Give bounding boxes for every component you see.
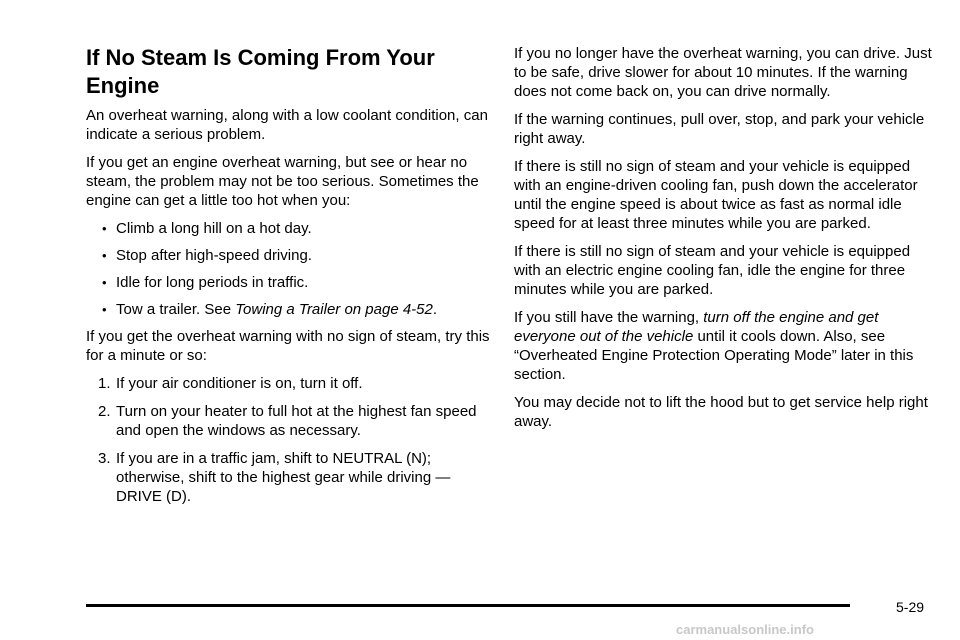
steps-list [86,374,496,506]
step-item: 1. If your air conditioner is on, turn it off. [98,375,363,392]
no-warning-paragraph: If you no longer have the overheat warning, you can drive. Just to be safe, drive slower for about 10 minutes. If the warning does not come back on, you can drive normally. [514,45,932,100]
overheat-paragraph: If you get an engine overheat warning, but see or hear no steam, the problem may not be too serious. Sometimes the engine can get a little too hot when you: [86,154,479,209]
electric-fan-paragraph: If there is still no sign of steam and your vehicle is equipped with an electric engine cooling fan, idle the engine for three minutes while you are parked. [514,243,911,298]
bullet-icon: • [102,248,107,263]
watermark: carmanualsonline.info [676,622,814,637]
no-steam-paragraph: If you get the overheat warning with no sign of steam, try this for a minute or so: [86,328,490,364]
service-paragraph: You may decide not to lift the hood but to get service help right away. [514,394,928,430]
engine-driven-fan-paragraph: If there is still no sign of steam and your vehicle is equipped with an engine-driven cooling fan, push down the accelerator until the engine speed is about twice as fast as normal idle speed for at least three minutes while you are parked. [514,158,918,232]
footer-rule [86,604,850,607]
section-heading: If No Steam Is Coming From Your Engine [86,45,435,98]
emphasis-text: turn off the engine and get everyone out of the vehicle [514,309,879,345]
right-column [514,44,934,440]
intro-paragraph: An overheat warning, along with a low coolant condition, can indicate a serious problem. [86,107,488,143]
list-item: • Stop after high-speed driving. [102,247,312,264]
bullet-icon: • [102,302,107,317]
bullet-icon: • [102,275,107,290]
page-number: 5-29 [896,599,925,615]
hot-conditions-list [86,219,496,319]
left-column [86,44,496,515]
towing-reference-link[interactable]: Towing a Trailer on page 4-52 [235,301,433,318]
bullet-icon: • [102,221,107,236]
step-item: 2. Turn on your heater to full hot at the highest fan speed and open the windows as necessary. [98,403,477,439]
warning-continues-paragraph: If the warning continues, pull over, stop, and park your vehicle right away. [514,111,925,147]
step-item: 3. If you are in a traffic jam, shift to NEUTRAL (N); otherwise, shift to the highest gear while driving — DRIVE (D). [98,450,451,505]
list-item: • Tow a trailer. See Towing a Trailer on page 4-52. [102,301,438,318]
list-item: • Climb a long hill on a hot day. [102,220,312,237]
list-item: • Idle for long periods in traffic. [102,274,309,291]
still-warning-paragraph: If you still have the warning, turn off the engine and get everyone out of the vehicle until it cools down. Also, see “Overheated Engine Protection Operating Mode” later in this section. [514,309,914,383]
